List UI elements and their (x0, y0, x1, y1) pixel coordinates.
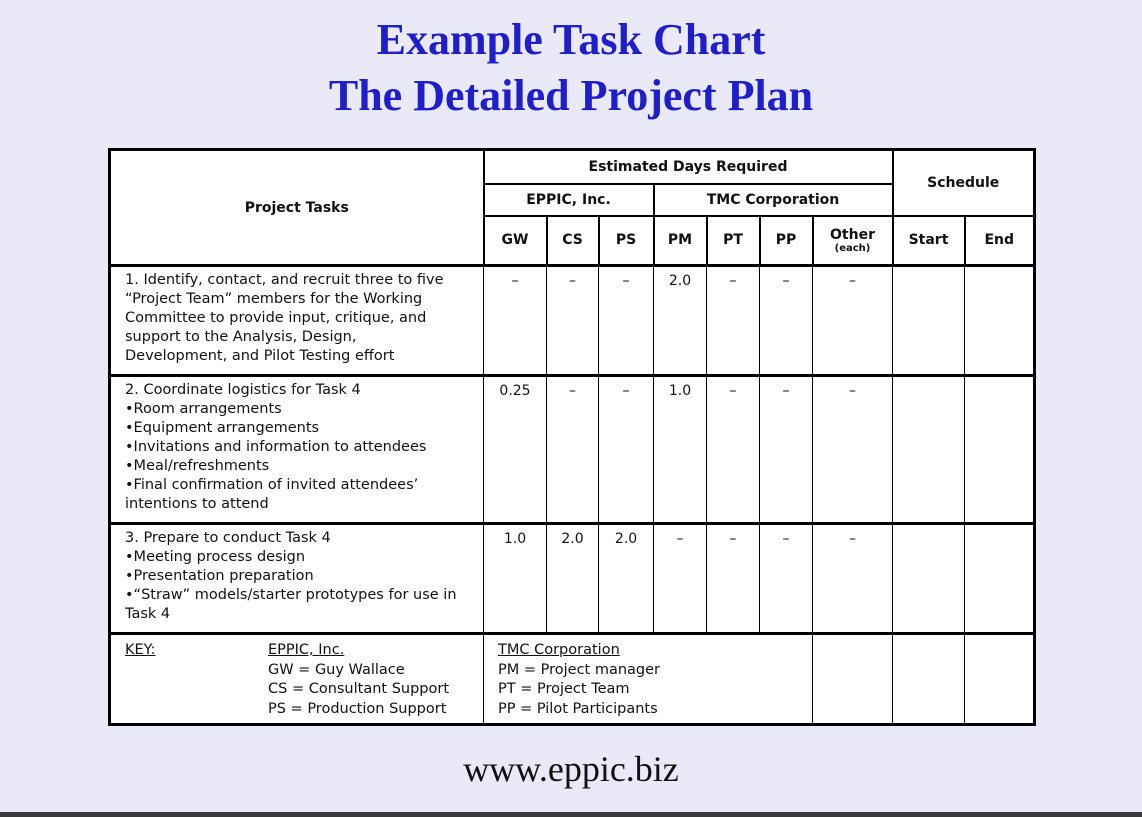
task-line: •Presentation preparation (125, 568, 314, 584)
start-cell[interactable] (893, 376, 965, 524)
header-gw: GW (484, 216, 547, 266)
task-line: 2. Coordinate logistics for Task 4 (125, 382, 361, 398)
empty-cell (965, 634, 1035, 725)
key-item: PP = Pilot Participants (498, 700, 658, 717)
header-estimated-days: Estimated Days Required (484, 150, 893, 184)
value-cell-pt: – (707, 376, 760, 524)
task-line: •Room arrangements (125, 401, 282, 417)
key-row (110, 634, 1035, 725)
title-line-1: Example Task Chart (376, 15, 766, 64)
title-line-2: The Detailed Project Plan (328, 71, 814, 120)
header-other (813, 216, 893, 266)
footer-url: www.eppic.biz (463, 749, 679, 789)
start-cell[interactable] (893, 524, 965, 634)
header-cs: CS (547, 216, 599, 266)
key-label: KEY: (125, 642, 156, 658)
task-line: 3. Prepare to conduct Task 4 (125, 530, 331, 546)
table-row (110, 266, 1035, 376)
header-end: End (965, 216, 1035, 266)
key-item: GW = Guy Wallace (268, 661, 405, 678)
task-line: “Project Team” members for the Working (125, 291, 423, 307)
value-cell-pp: – (760, 524, 813, 634)
value-cell-pm: 2.0 (654, 266, 707, 376)
task-line: intentions to attend (125, 496, 269, 512)
value-cell-ps: – (599, 266, 654, 376)
task-cell (110, 524, 484, 634)
task-line: support to the Analysis, Design, (125, 329, 357, 345)
key-eppic-title: EPPIC, Inc. (268, 642, 345, 658)
end-cell[interactable] (965, 524, 1035, 634)
task-line: •Invitations and information to attendees (125, 439, 427, 455)
key-tmc-cell (484, 634, 813, 725)
key-item: PS = Production Support (268, 700, 447, 717)
header-other-label: Other (830, 226, 875, 243)
end-cell[interactable] (965, 266, 1035, 376)
key-item: PT = Project Team (498, 681, 630, 697)
header-ps: PS (599, 216, 654, 266)
value-cell-cs: – (547, 376, 599, 524)
header-pt: PT (707, 216, 760, 266)
task-line: •Meal/refreshments (125, 458, 270, 474)
value-cell-gw: – (484, 266, 547, 376)
start-cell[interactable] (893, 266, 965, 376)
key-item: CS = Consultant Support (268, 681, 450, 697)
task-line: 1. Identify, contact, and recruit three to five (125, 272, 444, 288)
value-cell-pt: – (707, 524, 760, 634)
header-tmc: TMC Corporation (654, 184, 893, 216)
value-cell-cs: – (547, 266, 599, 376)
bottom-strip (0, 812, 1142, 817)
task-line: •Final confirmation of invited attendees’ (125, 477, 419, 493)
value-cell-other: – (813, 524, 893, 634)
table-row (110, 524, 1035, 634)
value-cell-pm: 1.0 (654, 376, 707, 524)
key-item: PM = Project manager (498, 661, 661, 678)
header-start: Start (893, 216, 965, 266)
task-chart-table (108, 148, 1036, 726)
task-line: Development, and Pilot Testing effort (125, 348, 395, 364)
value-cell-ps: – (599, 376, 654, 524)
header-pp: PP (760, 216, 813, 266)
value-cell-pp: – (760, 376, 813, 524)
task-cell (110, 266, 484, 376)
value-cell-pt: – (707, 266, 760, 376)
value-cell-gw: 1.0 (484, 524, 547, 634)
task-cell (110, 376, 484, 524)
value-cell-pm: – (654, 524, 707, 634)
value-cell-cs: 2.0 (547, 524, 599, 634)
header-pm: PM (654, 216, 707, 266)
key-tmc-title: TMC Corporation (498, 642, 620, 658)
value-cell-pp: – (760, 266, 813, 376)
header-schedule: Schedule (893, 150, 1035, 216)
value-cell-other: – (813, 266, 893, 376)
task-line: Committee to provide input, critique, and (125, 310, 427, 326)
task-line: Task 4 (125, 606, 171, 622)
empty-cell (893, 634, 965, 725)
value-cell-other: – (813, 376, 893, 524)
header-other-sub: (each) (834, 242, 871, 254)
empty-cell (813, 634, 893, 725)
header-eppic: EPPIC, Inc. (484, 184, 654, 216)
task-line: •Equipment arrangements (125, 420, 320, 436)
table-row (110, 376, 1035, 524)
task-line: •Meeting process design (125, 549, 306, 565)
value-cell-ps: 2.0 (599, 524, 654, 634)
value-cell-gw: 0.25 (484, 376, 547, 524)
end-cell[interactable] (965, 376, 1035, 524)
task-line: •“Straw” models/starter prototypes for use in (125, 587, 457, 603)
header-project-tasks: Project Tasks (110, 150, 484, 266)
key-eppic-cell (110, 634, 484, 725)
